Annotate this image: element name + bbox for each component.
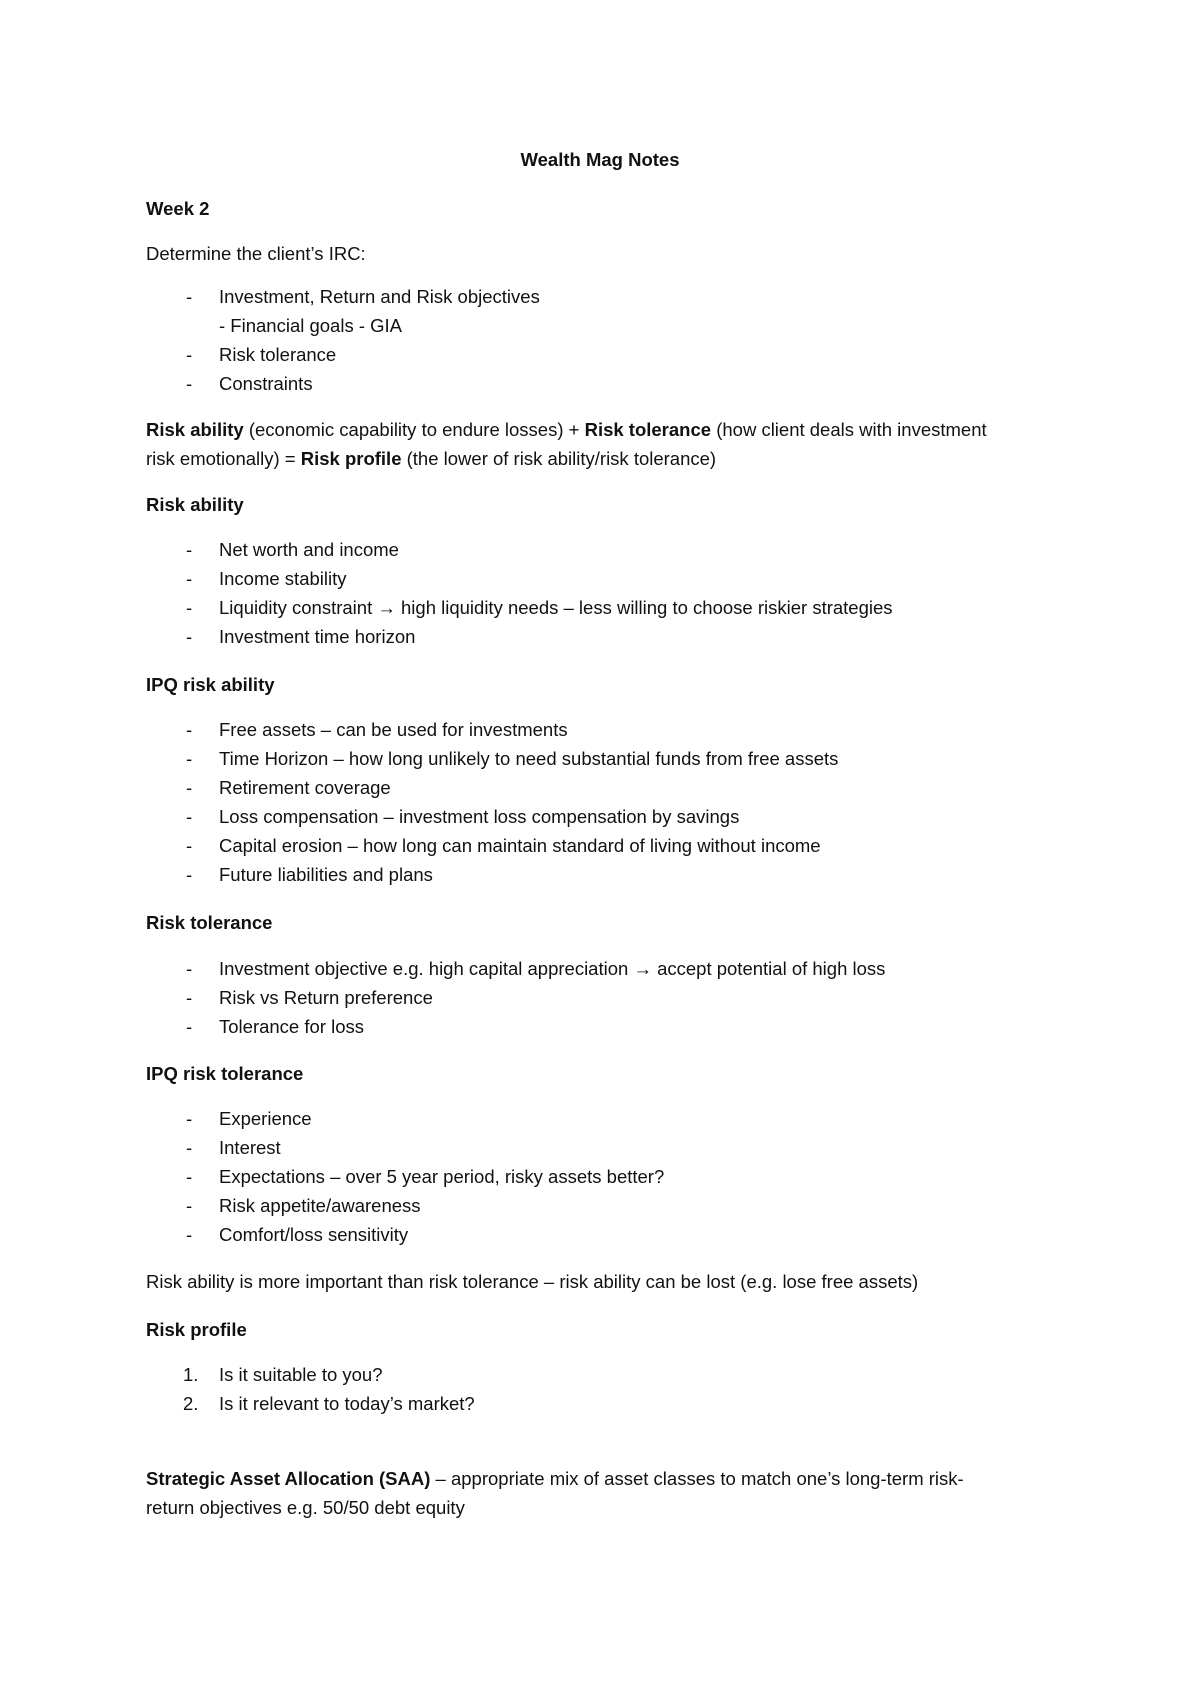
term-risk-ability: Risk ability xyxy=(146,419,244,440)
list-bullet: - xyxy=(186,1224,193,1245)
list-item: Expectations – over 5 year period, risky assets better? xyxy=(219,1166,665,1187)
list-bullet: - xyxy=(186,987,193,1008)
list-item: Investment, Return and Risk objectives xyxy=(219,286,540,307)
section-heading-ipq-risk-tolerance: IPQ risk tolerance xyxy=(146,1063,304,1084)
list-item: Is it relevant to today’s market? xyxy=(219,1393,475,1414)
list-bullet: - xyxy=(186,344,193,365)
saa-definition-line-2: return objectives e.g. 50/50 debt equity xyxy=(146,1497,465,1518)
section-heading-risk-tolerance: Risk tolerance xyxy=(146,912,273,933)
section-heading-risk-ability: Risk ability xyxy=(146,494,244,515)
list-bullet: - xyxy=(186,1137,193,1158)
definition-text: (economic capability to endure losses) + xyxy=(243,419,585,440)
list-item: Retirement coverage xyxy=(219,777,391,798)
list-item: Loss compensation – investment loss compensation by savings xyxy=(219,806,740,827)
saa-definition-line-1 xyxy=(146,1467,964,1491)
list-bullet: - xyxy=(186,373,193,394)
list-item: Interest xyxy=(219,1137,281,1158)
definition-text: – appropriate mix of asset classes to match one’s long-term risk- xyxy=(430,1468,964,1489)
list-bullet: - xyxy=(186,539,193,560)
list-bullet: - xyxy=(186,1108,193,1129)
list-number: 1. xyxy=(183,1364,199,1385)
list-item: Experience xyxy=(219,1108,312,1129)
list-bullet: - xyxy=(186,748,193,769)
list-item: - Financial goals - GIA xyxy=(219,315,403,336)
list-bullet: - xyxy=(186,626,193,647)
importance-note: Risk ability is more important than risk tolerance – risk ability can be lost (e.g. lose free assets) xyxy=(146,1271,919,1292)
list-bullet: - xyxy=(186,568,193,589)
list-bullet: - xyxy=(186,777,193,798)
list-number: 2. xyxy=(183,1393,199,1414)
definition-text: (how client deals with investment xyxy=(711,419,987,440)
list-bullet: - xyxy=(186,1195,193,1216)
list-item: Income stability xyxy=(219,568,347,589)
list-bullet: - xyxy=(186,597,193,618)
list-item: Risk tolerance xyxy=(219,344,337,365)
list-bullet: - xyxy=(186,806,193,827)
list-bullet: - xyxy=(186,864,193,885)
list-item: Free assets – can be used for investments xyxy=(219,719,568,740)
list-item: Is it suitable to you? xyxy=(219,1364,383,1385)
list-bullet: - xyxy=(186,1166,193,1187)
page-title: Wealth Mag Notes xyxy=(520,149,680,170)
list-item: Risk vs Return preference xyxy=(219,987,433,1008)
list-item: Constraints xyxy=(219,373,313,394)
irc-intro: Determine the client’s IRC: xyxy=(146,243,366,264)
list-bullet: - xyxy=(186,835,193,856)
definition-text: (the lower of risk ability/risk tolerance) xyxy=(401,448,717,469)
list-item: Investment objective e.g. high capital appreciation → accept potential of high loss xyxy=(219,958,886,979)
profile-definition-line-1 xyxy=(146,418,987,442)
list-bullet: - xyxy=(186,286,193,307)
list-item: Comfort/loss sensitivity xyxy=(219,1224,409,1245)
section-heading-ipq-risk-ability: IPQ risk ability xyxy=(146,674,275,695)
list-item: Investment time horizon xyxy=(219,626,416,647)
list-item: Tolerance for loss xyxy=(219,1016,364,1037)
term-saa: Strategic Asset Allocation (SAA) xyxy=(146,1468,431,1489)
list-bullet: - xyxy=(186,1016,193,1037)
section-heading-risk-profile: Risk profile xyxy=(146,1319,247,1340)
list-bullet: - xyxy=(186,719,193,740)
definition-text: risk emotionally) = xyxy=(146,448,301,469)
term-risk-profile: Risk profile xyxy=(300,448,402,469)
profile-definition-line-2 xyxy=(146,447,716,471)
list-item: Risk appetite/awareness xyxy=(219,1195,421,1216)
list-item: Net worth and income xyxy=(219,539,399,560)
term-risk-tolerance: Risk tolerance xyxy=(584,419,712,440)
list-item: Time Horizon – how long unlikely to need substantial funds from free assets xyxy=(219,748,839,769)
list-item: Capital erosion – how long can maintain standard of living without income xyxy=(219,835,821,856)
list-item: Liquidity constraint → high liquidity needs – less willing to choose riskier strategies xyxy=(219,597,893,618)
week-heading: Week 2 xyxy=(146,198,210,219)
list-bullet: - xyxy=(186,958,193,979)
list-item: Future liabilities and plans xyxy=(219,864,433,885)
